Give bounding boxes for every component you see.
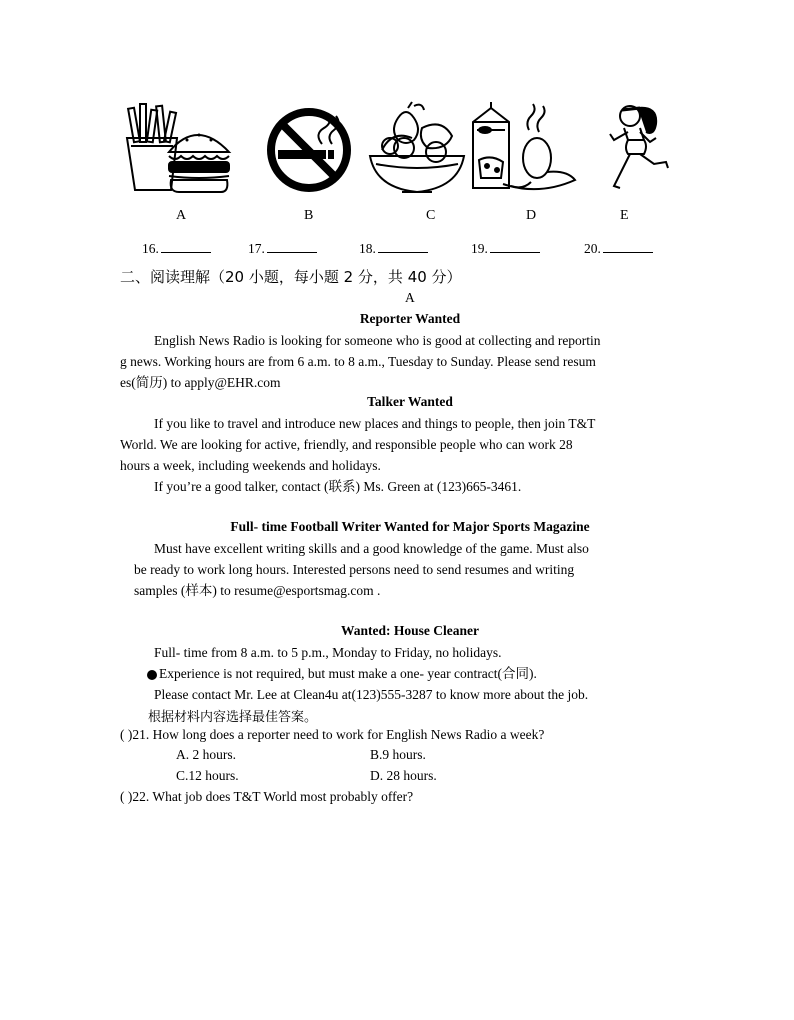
ad-body-reporter <box>120 330 676 393</box>
ad-body-talker <box>120 413 676 497</box>
blank-number: 19. <box>471 241 488 256</box>
instruction: 根据材料内容选择最佳答案。 <box>148 710 318 725</box>
fast-food-icon <box>125 100 235 200</box>
picture-a <box>125 100 235 200</box>
answer-blank-17[interactable] <box>248 240 317 257</box>
question-22 <box>120 789 413 805</box>
ad-line: World. We are looking for active, friendly, and responsible people who can work 28 <box>120 437 573 452</box>
option-c[interactable]: C.12 hours. <box>176 768 239 783</box>
picture-letter-b: B <box>304 208 314 223</box>
ad-title-reporter: Reporter Wanted <box>359 311 461 326</box>
blank-number: 20. <box>584 241 601 256</box>
option-b[interactable]: B.9 hours. <box>370 747 426 762</box>
ad-line: samples (样本) to resume@esportsmag.com . <box>134 583 381 598</box>
answer-blank-19[interactable] <box>471 240 540 257</box>
answer-paren[interactable]: ( ) <box>120 727 133 742</box>
option-a[interactable]: A. 2 hours. <box>176 747 236 762</box>
question-text: 21. How long does a reporter need to work for English News Radio a week? <box>132 727 545 742</box>
ad-line: If you like to travel and introduce new places and things to people, then join T&T <box>154 416 596 431</box>
ad-line: be ready to work long hours. Interested persons need to send resumes and writing <box>134 562 575 577</box>
ad-line: Must have excellent writing skills and a good knowledge of the game. Must also <box>154 541 589 556</box>
ad-line: hours a week, including weekends and holidays. <box>120 458 381 473</box>
section-title: 二、阅读理解（20 小题，每小题 2 分，共 40 分） <box>120 268 462 286</box>
blank-line[interactable] <box>603 240 653 253</box>
option-d[interactable]: D. 28 hours. <box>370 768 437 783</box>
answer-blank-16[interactable] <box>142 240 211 257</box>
runner-icon <box>600 100 680 200</box>
blank-number: 18. <box>359 241 376 256</box>
ad-title-talker: Talker Wanted <box>367 394 453 409</box>
picture-c <box>362 100 472 200</box>
picture-e <box>600 100 680 200</box>
ad-body-cleaner <box>120 642 676 705</box>
bullet-icon <box>147 670 157 680</box>
answer-blank-18[interactable] <box>359 240 428 257</box>
answer-paren[interactable]: ( ) <box>120 789 133 804</box>
question-text: 22. What job does T&T World most probably offer? <box>132 789 414 804</box>
milk-egg-icon <box>467 100 577 200</box>
blank-line[interactable] <box>161 240 211 253</box>
answer-blank-20[interactable] <box>584 240 653 257</box>
ad-line-bullet <box>120 663 676 684</box>
picture-letter-a: A <box>176 208 187 223</box>
picture-letter-e: E <box>620 208 629 223</box>
blank-line[interactable] <box>378 240 428 253</box>
blank-number: 17. <box>248 241 265 256</box>
blank-line[interactable] <box>490 240 540 253</box>
blank-line[interactable] <box>267 240 317 253</box>
picture-d <box>467 100 577 200</box>
ad-title-writer: Full- time Football Writer Wanted for Major Sports Magazine <box>230 519 590 534</box>
ad-line: If you’re a good talker, contact (联系) Ms. Green at (123)665-3461. <box>154 479 522 494</box>
blank-number: 16. <box>142 241 159 256</box>
fruit-bowl-icon <box>362 100 472 200</box>
ad-line: g news. Working hours are from 6 a.m. to 8 a.m., Tuesday to Sunday. Please send resum <box>120 354 596 369</box>
no-smoking-icon <box>254 100 364 200</box>
picture-b <box>254 100 364 200</box>
ad-line: es(简历) to apply@EHR.com <box>120 375 281 390</box>
ad-line: English News Radio is looking for someone who is good at collecting and reportin <box>154 333 601 348</box>
ad-title-cleaner: Wanted: House Cleaner <box>341 623 479 638</box>
passage-label: A <box>405 290 415 305</box>
ad-body-writer <box>120 538 676 601</box>
ad-line: Full- time from 8 a.m. to 5 p.m., Monday to Friday, no holidays. <box>154 645 502 660</box>
picture-letter-d: D <box>526 208 537 223</box>
ad-line: Experience is not required, but must make a one- year contract(合同). <box>159 666 537 681</box>
ad-line: Please contact Mr. Lee at Clean4u at(123)555-3287 to know more about the job. <box>154 687 589 702</box>
question-21 <box>120 727 544 743</box>
picture-letter-c: C <box>426 208 436 223</box>
